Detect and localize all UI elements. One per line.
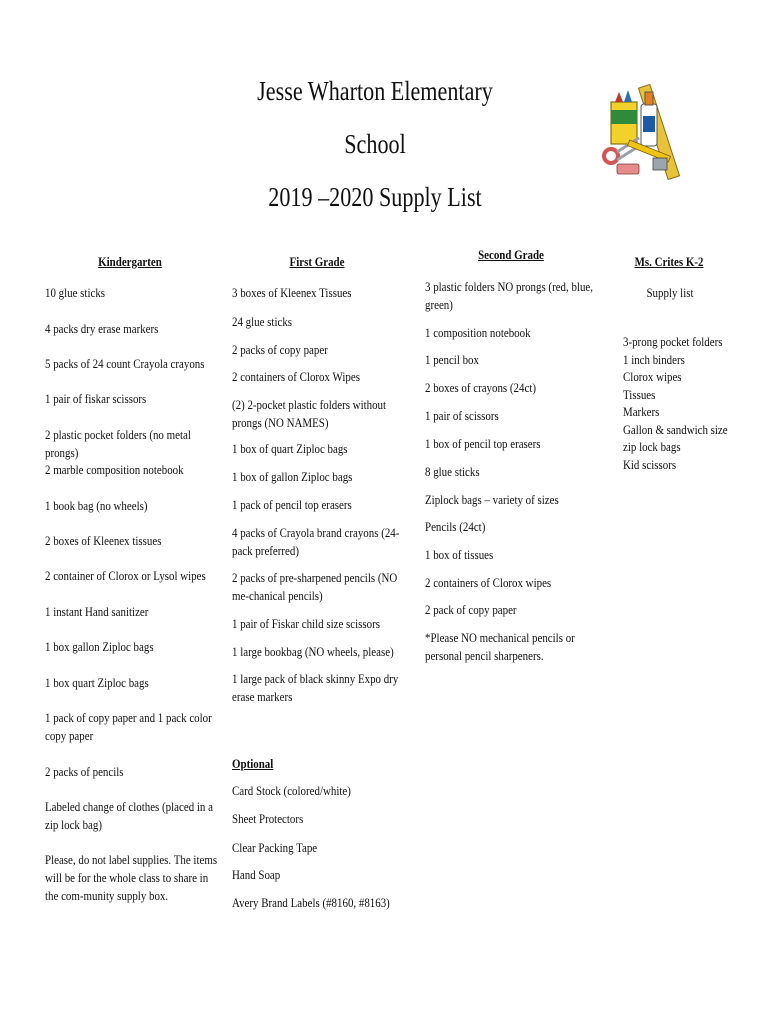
list-item: 2 packs of pencils: [45, 764, 124, 779]
list-item: 2 container of Clorox or Lysol wipes: [45, 568, 206, 583]
list-item: Pencils (24ct): [425, 519, 486, 534]
list-item: 24 glue sticks: [232, 314, 293, 329]
list-item: Kid scissors: [623, 456, 677, 472]
page-title-line-1: Jesse Wharton Elementary: [257, 76, 493, 106]
list-item: 4 packs of Crayola brand crayons (24-pack preferred): [232, 525, 400, 558]
list-item: Markers: [623, 404, 660, 419]
list-item: 1 box of tissues: [425, 547, 494, 562]
list-item: Clorox wipes: [623, 369, 682, 384]
second-grade-note: *Please NO mechanical pencils or personal pencil sharpeners.: [425, 630, 575, 663]
optional-heading: Optional: [232, 756, 274, 771]
page-title-line-3: 2019 –2020 Supply List: [268, 182, 482, 212]
list-item: 1 pair of scissors: [425, 408, 499, 423]
list-item: Gallon & sandwich size zip lock bags: [623, 421, 728, 454]
list-item: 1 pack of copy paper and 1 pack color copy paper: [45, 710, 212, 743]
list-item: 1 inch binders: [623, 351, 685, 367]
list-item: Ziplock bags – variety of sizes: [425, 492, 559, 507]
list-item: 2 containers of Clorox Wipes: [232, 369, 360, 384]
list-item: 2 plastic pocket folders (no metal prongs): [45, 427, 191, 460]
list-item: 1 book bag (no wheels): [45, 498, 148, 513]
second-grade-heading: Second Grade: [478, 247, 544, 262]
first-grade-heading: First Grade: [289, 254, 345, 269]
sharpener-icon: [653, 158, 667, 170]
kindergarten-note: Please, do not label supplies. The items will be for the whole class to share in the com-munity supply box.: [45, 852, 218, 903]
list-item: Hand Soap: [232, 867, 281, 882]
list-item: 2 pack of copy paper: [425, 602, 517, 617]
crites-heading: Ms. Crites K-2: [634, 254, 704, 269]
list-item: 3 plastic folders NO prongs (red, blue, green): [425, 279, 594, 312]
list-item: 1 composition notebook: [425, 325, 531, 340]
list-item: 4 packs dry erase markers: [45, 321, 159, 336]
list-item: 5 packs of 24 count Crayola crayons: [45, 356, 205, 371]
list-item: 10 glue sticks: [45, 285, 106, 300]
page-title-line-2: School: [344, 129, 406, 159]
list-item: 1 box of gallon Ziploc bags: [232, 469, 353, 484]
list-item: Avery Brand Labels (#8160, #8163): [232, 895, 390, 910]
list-item: 1 box of pencil top erasers: [425, 436, 541, 451]
list-item: 1 pair of Fiskar child size scissors: [232, 616, 381, 631]
list-item: 3 boxes of Kleenex Tissues: [232, 285, 352, 300]
crites-subheading: Supply list: [646, 285, 694, 300]
list-item: 1 box quart Ziploc bags: [45, 675, 149, 690]
list-item: 8 glue sticks: [425, 464, 480, 479]
list-item: 1 pair of fiskar scissors: [45, 391, 147, 406]
list-item: 2 marble composition notebook: [45, 462, 184, 477]
list-item: 3-prong pocket folders: [623, 334, 723, 349]
list-item: 1 box gallon Ziploc bags: [45, 639, 154, 654]
list-item: 2 boxes of Kleenex tissues: [45, 533, 162, 548]
list-item: Sheet Protectors: [232, 811, 304, 826]
list-item: 2 containers of Clorox wipes: [425, 575, 552, 590]
list-item: Labeled change of clothes (placed in a zip lock bag): [45, 799, 213, 832]
list-item: 1 pencil box: [425, 352, 479, 367]
list-item: 1 instant Hand sanitizer: [45, 604, 149, 619]
list-item: Tissues: [623, 386, 656, 402]
list-item: 2 boxes of crayons (24ct): [425, 380, 536, 395]
list-item: 1 large pack of black skinny Expo dry erase markers: [232, 671, 399, 704]
list-item: (2) 2-pocket plastic folders without prongs (NO NAMES): [232, 397, 387, 430]
list-item: 2 packs of pre-sharpened pencils (NO me-chanical pencils): [232, 570, 398, 603]
list-item: 1 large bookbag (NO wheels, please): [232, 644, 394, 659]
eraser-icon: [617, 164, 639, 174]
list-item: Card Stock (colored/white): [232, 783, 351, 798]
kindergarten-heading: Kindergarten: [98, 254, 162, 269]
list-item: 2 packs of copy paper: [232, 342, 328, 357]
list-item: 1 pack of pencil top erasers: [232, 497, 352, 512]
scissors-icon: [604, 149, 618, 163]
list-item: Clear Packing Tape: [232, 840, 318, 855]
school-supplies-illustration: [597, 80, 689, 184]
list-item: 1 box of quart Ziploc bags: [232, 441, 348, 456]
